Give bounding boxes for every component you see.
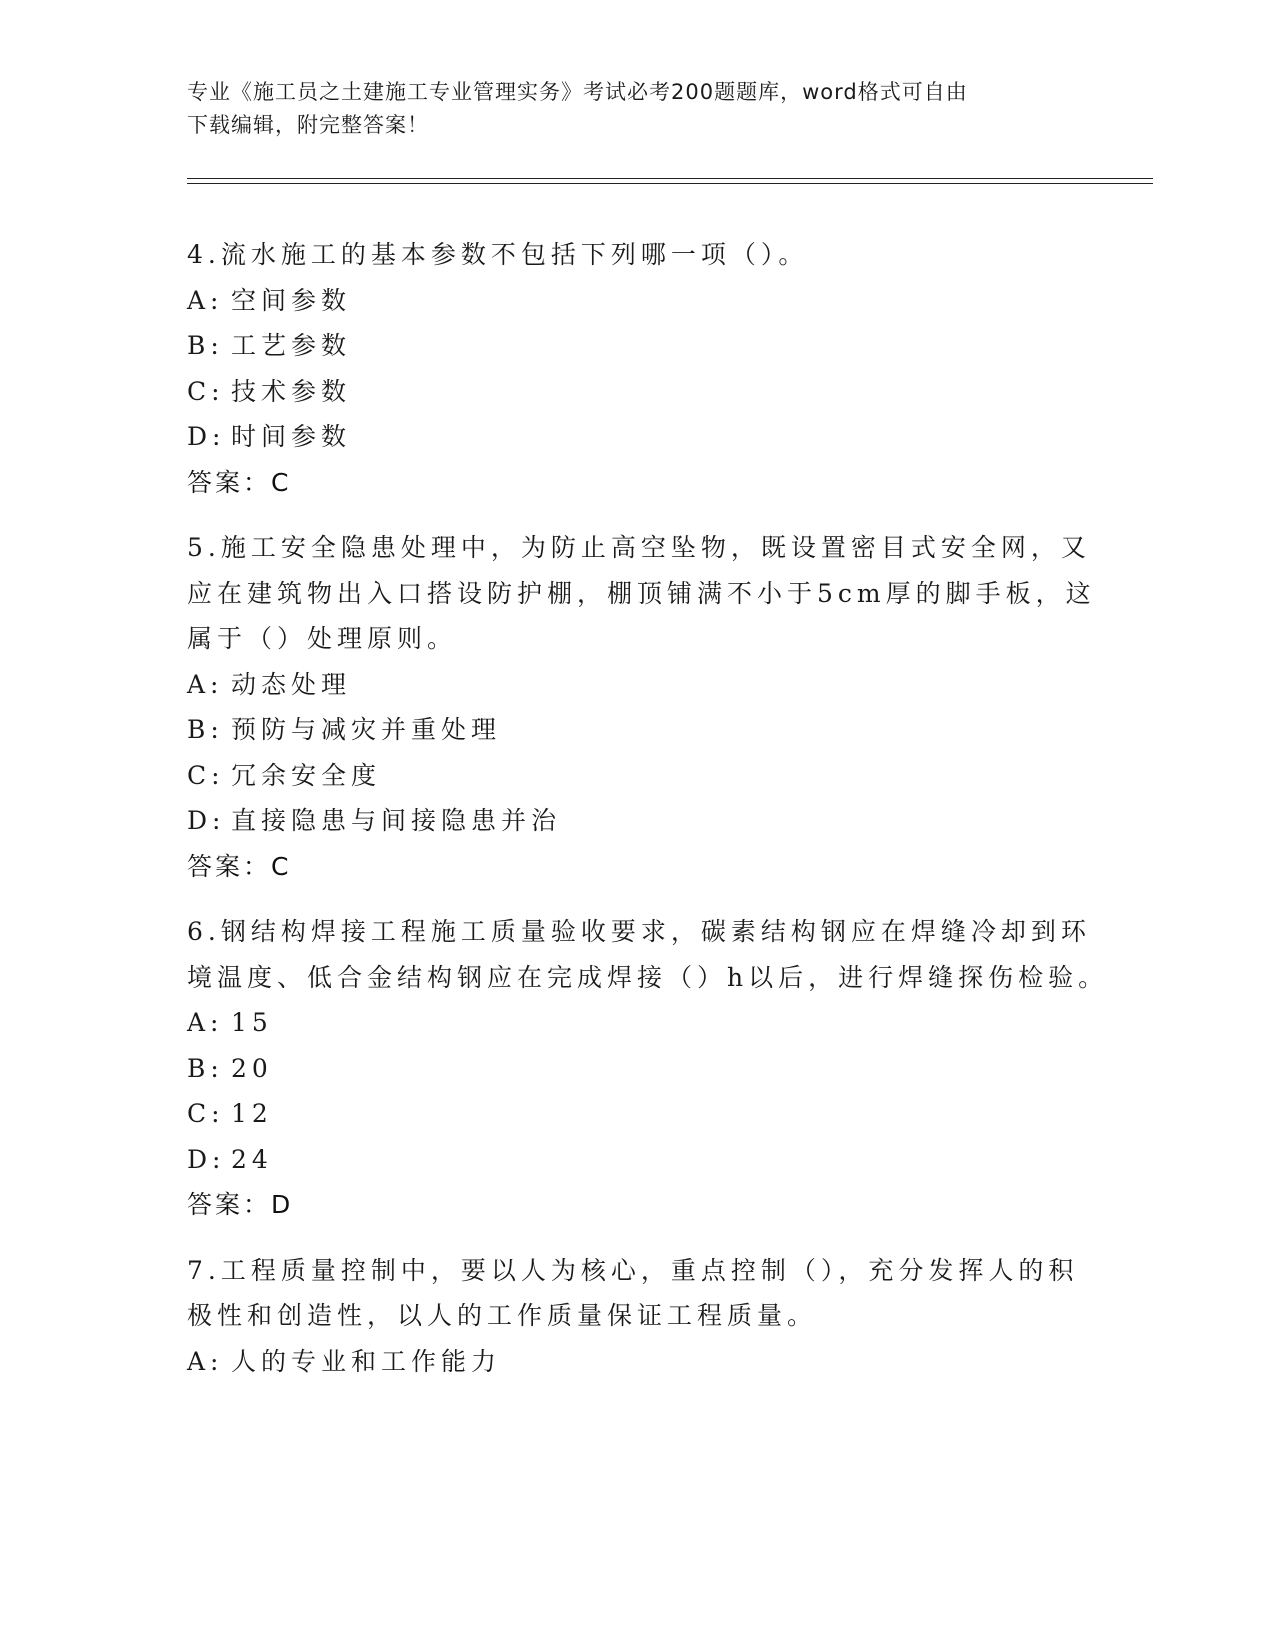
option-text: 冗余安全度	[231, 760, 382, 790]
option-b	[187, 1046, 1087, 1092]
option-a	[187, 1339, 1087, 1385]
option-key: B:	[187, 1053, 224, 1083]
option-text: 动态处理	[231, 669, 352, 699]
question-text-line: 境温度、低合金结构钢应在完成焊接（）h以后，进行焊缝探伤检验。	[187, 962, 1109, 992]
question-text-line: 属于（）处理原则。	[187, 624, 458, 653]
option-text: 人的专业和工作能力	[231, 1346, 502, 1376]
option-c	[187, 753, 1087, 799]
option-d	[187, 1137, 1087, 1183]
option-b	[187, 707, 1087, 753]
option-key: B:	[187, 331, 224, 360]
question-text-line: 7.工程质量控制中，要以人为核心，重点控制（），充分发挥人的积	[187, 1255, 1079, 1285]
header-divider-bottom	[187, 183, 1153, 184]
header-divider-top	[187, 178, 1153, 179]
option-text: 工艺参数	[231, 331, 352, 360]
option-key: A:	[187, 1008, 224, 1037]
option-a	[187, 1000, 1087, 1046]
option-text: 24	[231, 1144, 273, 1174]
option-key: D:	[187, 806, 226, 835]
answer-line: 答案：D	[187, 1190, 294, 1219]
option-key: C:	[187, 760, 225, 790]
question-6	[187, 909, 1109, 1228]
option-text: 时间参数	[231, 422, 352, 451]
option-d	[187, 798, 1087, 844]
option-key: A:	[187, 669, 224, 699]
option-key: D:	[187, 1144, 226, 1174]
option-text: 预防与减灾并重处理	[231, 715, 502, 744]
question-text-line: 极性和创造性，以人的工作质量保证工程质量。	[187, 1301, 818, 1330]
question-5	[187, 525, 1096, 889]
question-7	[187, 1248, 1087, 1385]
question-list	[187, 232, 1109, 1404]
option-a	[187, 662, 1087, 708]
question-text-line: 应在建筑物出入口搭设防护棚，棚顶铺满不小于5cm厚的脚手板，这	[187, 578, 1096, 608]
option-text: 15	[231, 1008, 273, 1037]
question-text-line: 4.流水施工的基本参数不包括下列哪一项（）。	[187, 240, 809, 269]
answer-line: 答案：C	[187, 467, 292, 497]
option-c	[187, 369, 1087, 415]
header-line-1: 专业《施工员之土建施工专业管理实务》考试必考200题题库，word格式可自由	[187, 80, 968, 104]
option-text: 12	[231, 1099, 273, 1128]
option-key: C:	[187, 376, 225, 406]
option-b	[187, 323, 1087, 369]
option-key: B:	[187, 715, 224, 744]
option-text: 技术参数	[231, 376, 352, 406]
option-key: C:	[187, 1099, 225, 1128]
option-key: A:	[187, 1346, 224, 1376]
answer-line: 答案：C	[187, 851, 292, 881]
option-text: 直接隐患与间接隐患并治	[231, 806, 562, 835]
question-text-line: 5.施工安全隐患处理中，为防止高空坠物，既设置密目式安全网，又	[187, 533, 1091, 562]
question-4	[187, 232, 1087, 505]
question-text-line: 6.钢结构焊接工程施工质量验收要求，碳素结构钢应在焊缝冷却到环	[187, 917, 1091, 946]
document-header	[187, 76, 1067, 142]
option-key: A:	[187, 285, 224, 315]
option-c	[187, 1091, 1087, 1137]
option-a	[187, 278, 1087, 324]
option-d	[187, 414, 1087, 460]
option-text: 空间参数	[231, 285, 352, 315]
header-line-2: 下载编辑，附完整答案！	[187, 113, 429, 137]
option-key: D:	[187, 422, 226, 451]
option-text: 20	[231, 1053, 273, 1083]
